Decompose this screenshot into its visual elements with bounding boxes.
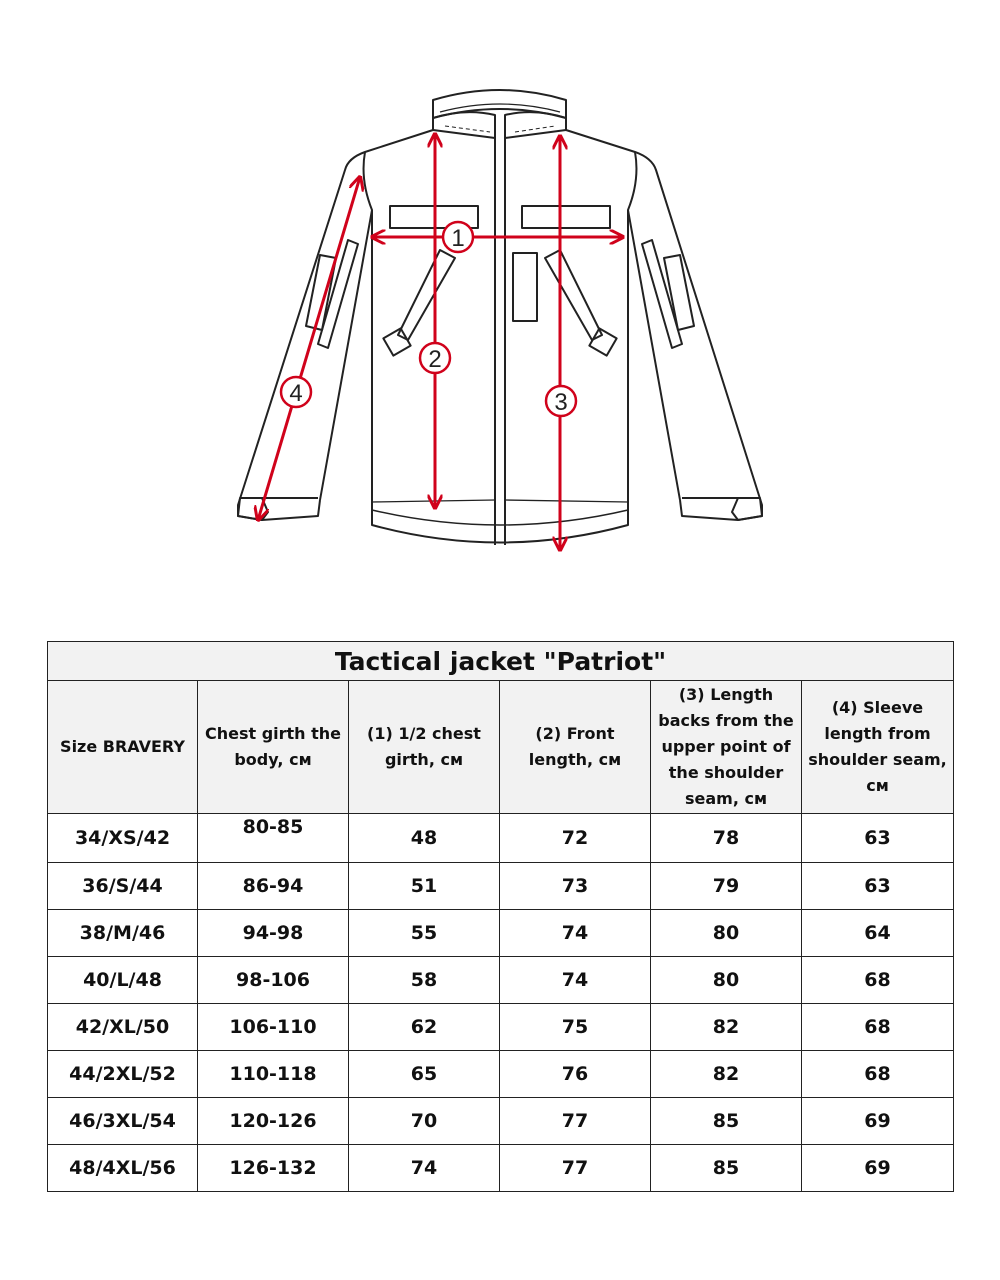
half-chest-cell: 48 — [349, 814, 500, 863]
front-length-cell: 72 — [500, 814, 651, 863]
header-sleeve-length: (4) Sleeve length from shoulder seam, см — [802, 681, 954, 814]
table-row — [48, 1098, 954, 1145]
chest-cell: 80-85 — [198, 814, 349, 863]
sleeve-length-cell: 63 — [802, 863, 954, 910]
marker-1 — [443, 222, 473, 252]
marker-3 — [546, 386, 576, 416]
back-length-cell: 82 — [651, 1051, 802, 1098]
chest-cell: 120-126 — [198, 1098, 349, 1145]
sleeve-length-cell: 63 — [802, 814, 954, 863]
sleeve-length-cell: 69 — [802, 1098, 954, 1145]
front-length-cell: 73 — [500, 863, 651, 910]
size-cell: 38/M/46 — [48, 910, 198, 957]
svg-text:1: 1 — [451, 225, 465, 252]
half-chest-cell: 74 — [349, 1145, 500, 1192]
table-row — [48, 1051, 954, 1098]
size-cell: 40/L/48 — [48, 957, 198, 1004]
jacket-outline — [238, 90, 762, 545]
header-back-length: (3) Length backs from the upper point of the shoulder seam, см — [651, 681, 802, 814]
back-length-cell: 82 — [651, 1004, 802, 1051]
size-cell: 36/S/44 — [48, 863, 198, 910]
table-title: Tactical jacket "Patriot" — [48, 642, 954, 681]
half-chest-cell: 58 — [349, 957, 500, 1004]
back-length-cell: 79 — [651, 863, 802, 910]
chest-cell: 86-94 — [198, 863, 349, 910]
table-row — [48, 814, 954, 863]
chest-cell: 106-110 — [198, 1004, 349, 1051]
half-chest-cell: 70 — [349, 1098, 500, 1145]
front-length-cell: 76 — [500, 1051, 651, 1098]
size-cell: 42/XL/50 — [48, 1004, 198, 1051]
back-length-cell: 80 — [651, 910, 802, 957]
size-table — [47, 641, 954, 1192]
front-length-cell: 74 — [500, 910, 651, 957]
chest-cell: 126-132 — [198, 1145, 349, 1192]
svg-text:4: 4 — [289, 380, 303, 407]
size-cell: 48/4XL/56 — [48, 1145, 198, 1192]
size-cell: 46/3XL/54 — [48, 1098, 198, 1145]
table-row — [48, 957, 954, 1004]
sleeve-length-arrow — [258, 177, 360, 520]
sleeve-length-cell: 64 — [802, 910, 954, 957]
svg-text:2: 2 — [428, 346, 442, 373]
marker-2 — [420, 343, 450, 373]
back-length-cell: 80 — [651, 957, 802, 1004]
half-chest-cell: 55 — [349, 910, 500, 957]
half-chest-cell: 62 — [349, 1004, 500, 1051]
sleeve-length-cell: 68 — [802, 1004, 954, 1051]
chest-cell: 94-98 — [198, 910, 349, 957]
front-length-cell: 75 — [500, 1004, 651, 1051]
front-length-cell: 77 — [500, 1098, 651, 1145]
half-chest-cell: 51 — [349, 863, 500, 910]
chest-cell: 110-118 — [198, 1051, 349, 1098]
header-half-chest: (1) 1/2 chest girth, см — [349, 681, 500, 814]
marker-4 — [281, 377, 311, 407]
table-row — [48, 910, 954, 957]
header-row — [48, 681, 954, 814]
back-length-cell: 85 — [651, 1145, 802, 1192]
svg-text:3: 3 — [554, 389, 568, 416]
header-size: Size BRAVERY — [48, 681, 198, 814]
measurement-arrows — [258, 134, 623, 550]
jacket-diagram — [0, 0, 1000, 600]
sleeve-length-cell: 68 — [802, 957, 954, 1004]
size-cell: 34/XS/42 — [48, 814, 198, 863]
sleeve-length-cell: 69 — [802, 1145, 954, 1192]
header-chest-girth: Chest girth the body, см — [198, 681, 349, 814]
back-length-cell: 78 — [651, 814, 802, 863]
table-row — [48, 1145, 954, 1192]
header-front-length: (2) Front length, см — [500, 681, 651, 814]
back-length-cell: 85 — [651, 1098, 802, 1145]
table-row — [48, 1004, 954, 1051]
front-length-cell: 77 — [500, 1145, 651, 1192]
chest-cell: 98-106 — [198, 957, 349, 1004]
size-cell: 44/2XL/52 — [48, 1051, 198, 1098]
front-length-cell: 74 — [500, 957, 651, 1004]
table-row — [48, 863, 954, 910]
sleeve-length-cell: 68 — [802, 1051, 954, 1098]
half-chest-cell: 65 — [349, 1051, 500, 1098]
